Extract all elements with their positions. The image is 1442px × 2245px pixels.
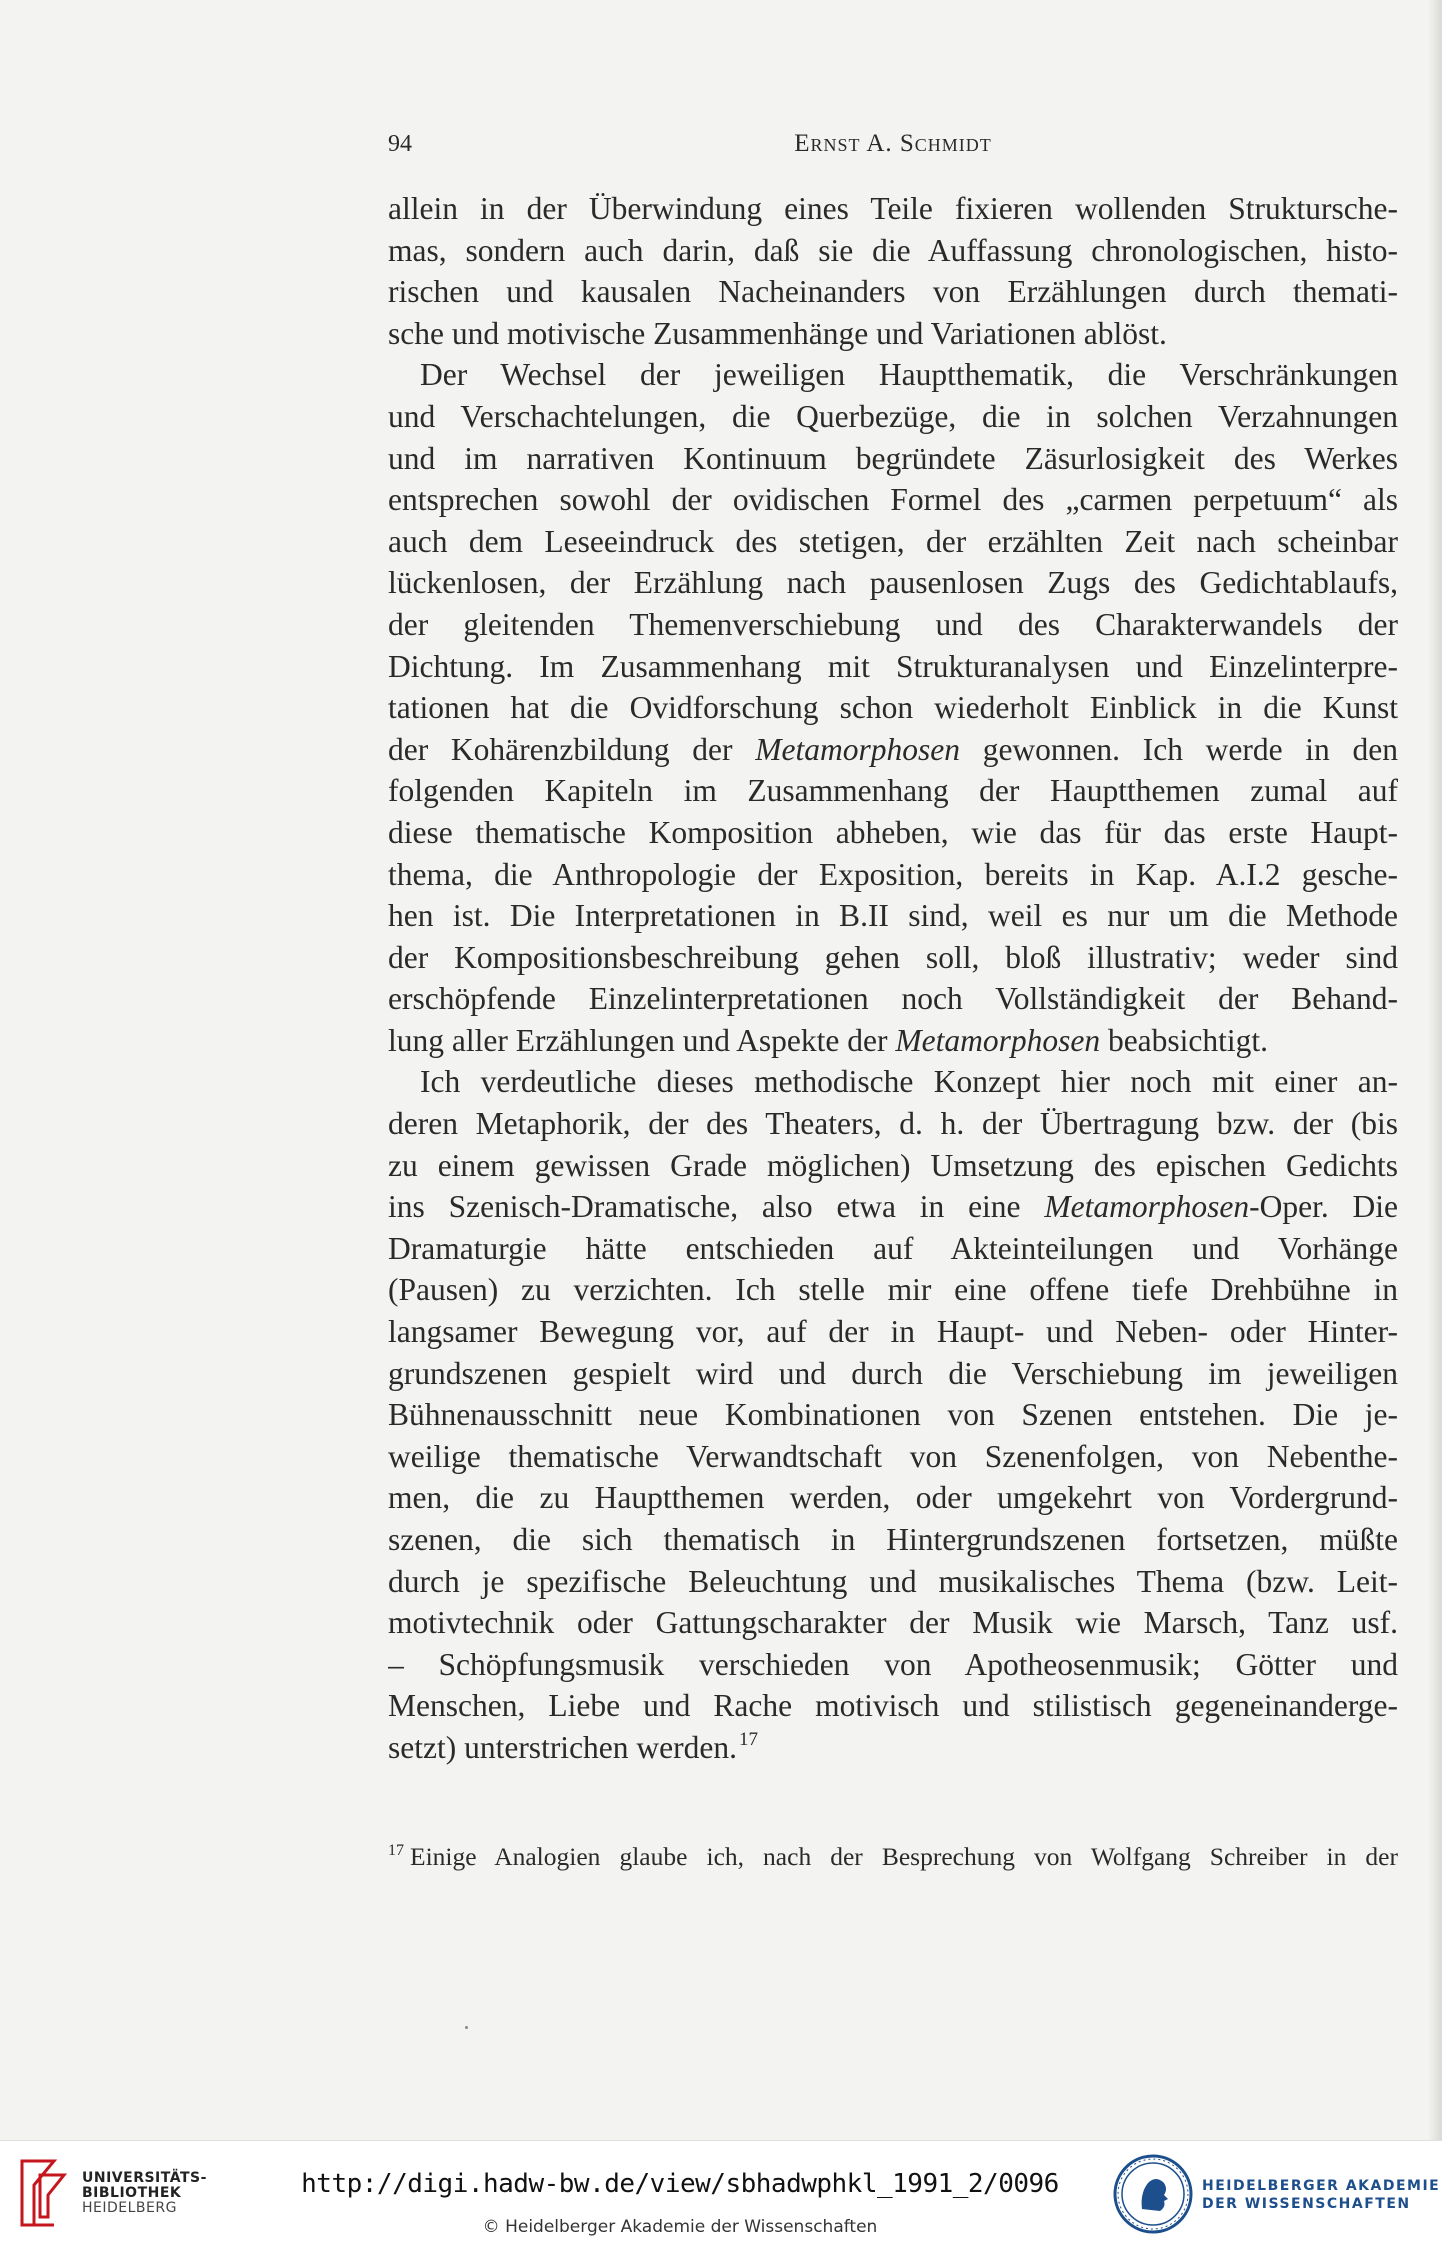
italic-title: Metamorphosen xyxy=(1044,1189,1250,1225)
text-line: der Kompositionsbeschreibung gehen soll, bloß illustrativ; weder sind xyxy=(388,939,1398,975)
text-line: und Verschachtelungen, die Querbezüge, die in solchen Verzahnungen xyxy=(388,398,1398,434)
text-line: der gleitenden Themenverschiebung und des Charakterwandels der xyxy=(388,606,1398,642)
text-line: durch je spezifische Beleuchtung und musikalisches Thema (bzw. Leit- xyxy=(388,1563,1398,1599)
text-line: szenen, die sich thematisch in Hintergrundszenen fortsetzen, müßte xyxy=(388,1522,1398,1557)
academy-line: DER WISSENSCHAFTEN xyxy=(1202,2196,1411,2212)
italic-title: Metamorphosen xyxy=(895,1022,1101,1058)
academy-line: HEIDELBERGER AKADEMIE xyxy=(1202,2178,1441,2194)
italic-title: Metamorphosen xyxy=(755,731,960,767)
academy-name[interactable] xyxy=(1202,2177,1440,2213)
text-line: mas, sondern auch darin, daß sie die Auffassung chronologischen, histo- xyxy=(388,232,1398,268)
page-number: 94 xyxy=(388,131,412,157)
text-line: Dichtung. Im Zusammenhang mit Strukturanalysen und Einzelinterpre- xyxy=(388,648,1398,684)
text-line: Bühnenausschnitt neue Kombinationen von Szenen entstehen. Die je- xyxy=(388,1397,1398,1433)
text-line: allein in der Überwindung eines Teile fixieren wollenden Struktursche- xyxy=(388,191,1398,226)
text-line: lückenlosen, der Erzählung nach pausenlosen Zugs des Gedichtablaufs, xyxy=(388,565,1398,601)
footnote-number: 17 xyxy=(388,1842,404,1859)
footnote-text: Einige Analogien glaube ich, nach der Besprechung von Wolfgang Schreiber in der xyxy=(410,1842,1398,1871)
text-line: motivtechnik oder Gattungscharakter der Musik wie Marsch, Tanz usf. xyxy=(388,1605,1398,1641)
text-line: hen ist. Die Interpretationen in B.II sind, weil es nur um die Methode xyxy=(388,898,1398,934)
text-line: auch dem Leseeindruck des stetigen, der erzählten Zeit nach scheinbar xyxy=(388,523,1398,559)
text-line: thema, die Anthropologie der Exposition, bereits in Kap. A.I.2 gesche- xyxy=(388,856,1398,892)
text-line: weilige thematische Verwandtschaft von Szenenfolgen, von Nebenthe- xyxy=(388,1438,1398,1474)
line-text: -Oper. Die xyxy=(1249,1189,1398,1225)
line-text: lung aller Erzählungen und Aspekte der xyxy=(388,1022,896,1058)
body-text xyxy=(388,188,1398,1769)
text-line: Menschen, Liebe und Rache motivisch und stilistisch gegeneinanderge- xyxy=(388,1688,1398,1724)
text-line: deren Metaphorik, der des Theaters, d. h. der Übertragung bzw. der (bis xyxy=(388,1106,1398,1142)
text-line: tationen hat die Ovidforschung schon wiederholt Einblick in die Kunst xyxy=(388,690,1398,726)
text-line: langsamer Bewegung vor, auf der in Haupt- und Neben- oder Hinter- xyxy=(388,1314,1398,1350)
copyright-notice: © Heidelberger Akademie der Wissenschaften xyxy=(482,2217,878,2237)
line-text: der Kohärenzbildung der xyxy=(388,731,756,767)
footer-bar xyxy=(0,2140,1442,2245)
text-line: sche und motivische Zusammenhänge und Variationen ablöst. xyxy=(388,315,1167,351)
permalink-url[interactable]: http://digi.hadw-bw.de/view/sbhadwphkl_1991_2/0096 xyxy=(301,2169,1059,2199)
university-library-logo-icon[interactable] xyxy=(14,2155,72,2231)
library-line: HEIDELBERG xyxy=(82,2200,177,2216)
line-text: gewonnen. Ich werde in den xyxy=(959,731,1398,767)
line-text: beabsichtigt. xyxy=(1100,1022,1269,1058)
text-line: diese thematische Komposition abheben, wie das für das erste Haupt- xyxy=(388,814,1398,850)
page-header xyxy=(388,126,1398,162)
text-line: grundszenen gespielt wird und durch die Verschiebung im jeweiligen xyxy=(388,1355,1398,1391)
text-line: – Schöpfungsmusik verschieden von Apotheosenmusik; Götter und xyxy=(388,1646,1398,1682)
text-line xyxy=(388,1186,1398,1228)
university-library-name[interactable] xyxy=(82,2171,207,2216)
text-line: Dramaturgie hätte entschieden auf Akteinteilungen und Vorhänge xyxy=(388,1230,1398,1266)
footnote xyxy=(388,1841,1398,1873)
text-line xyxy=(388,729,1398,771)
footnote-reference[interactable]: 17 xyxy=(738,1728,758,1750)
text-line: men, die zu Hauptthemen werden, oder umgekehrt von Vordergrund- xyxy=(388,1480,1398,1516)
text-line: erschöpfende Einzelinterpretationen noch Vollständigkeit der Behand- xyxy=(388,981,1398,1017)
text-line: entsprechen sowohl der ovidischen Formel des „carmen perpetuum“ als xyxy=(388,482,1398,518)
text-line: Der Wechsel der jeweiligen Hauptthematik, die Verschränkungen xyxy=(420,357,1398,393)
text-line: (Pausen) zu verzichten. Ich stelle mir eine offene tiefe Drehbühne in xyxy=(388,1272,1398,1308)
line-text: setzt) unterstrichen werden. xyxy=(388,1729,737,1765)
text-line: zu einem gewissen Grade möglichen) Umsetzung des epischen Gedichts xyxy=(388,1147,1398,1183)
text-line xyxy=(388,1020,1398,1062)
library-line: BIBLIOTHEK xyxy=(82,2185,182,2201)
running-head: Ernst A. Schmidt xyxy=(794,130,992,157)
text-line: Ich verdeutliche dieses methodische Konzept hier noch mit einer an- xyxy=(420,1064,1398,1100)
text-line: rischen und kausalen Nacheinanders von Erzählungen durch themati- xyxy=(388,274,1398,310)
scan-speck xyxy=(465,2026,468,2029)
text-line xyxy=(388,1727,1398,1769)
line-text: ins Szenisch-Dramatische, also etwa in eine xyxy=(388,1189,1045,1225)
library-line: UNIVERSITÄTS- xyxy=(82,2170,207,2186)
academy-seal-icon[interactable] xyxy=(1112,2153,1194,2235)
text-line: folgenden Kapiteln im Zusammenhang der Hauptthemen zumal auf xyxy=(388,773,1398,809)
text-line: und im narrativen Kontinuum begründete Zäsurlosigkeit des Werkes xyxy=(388,440,1398,476)
